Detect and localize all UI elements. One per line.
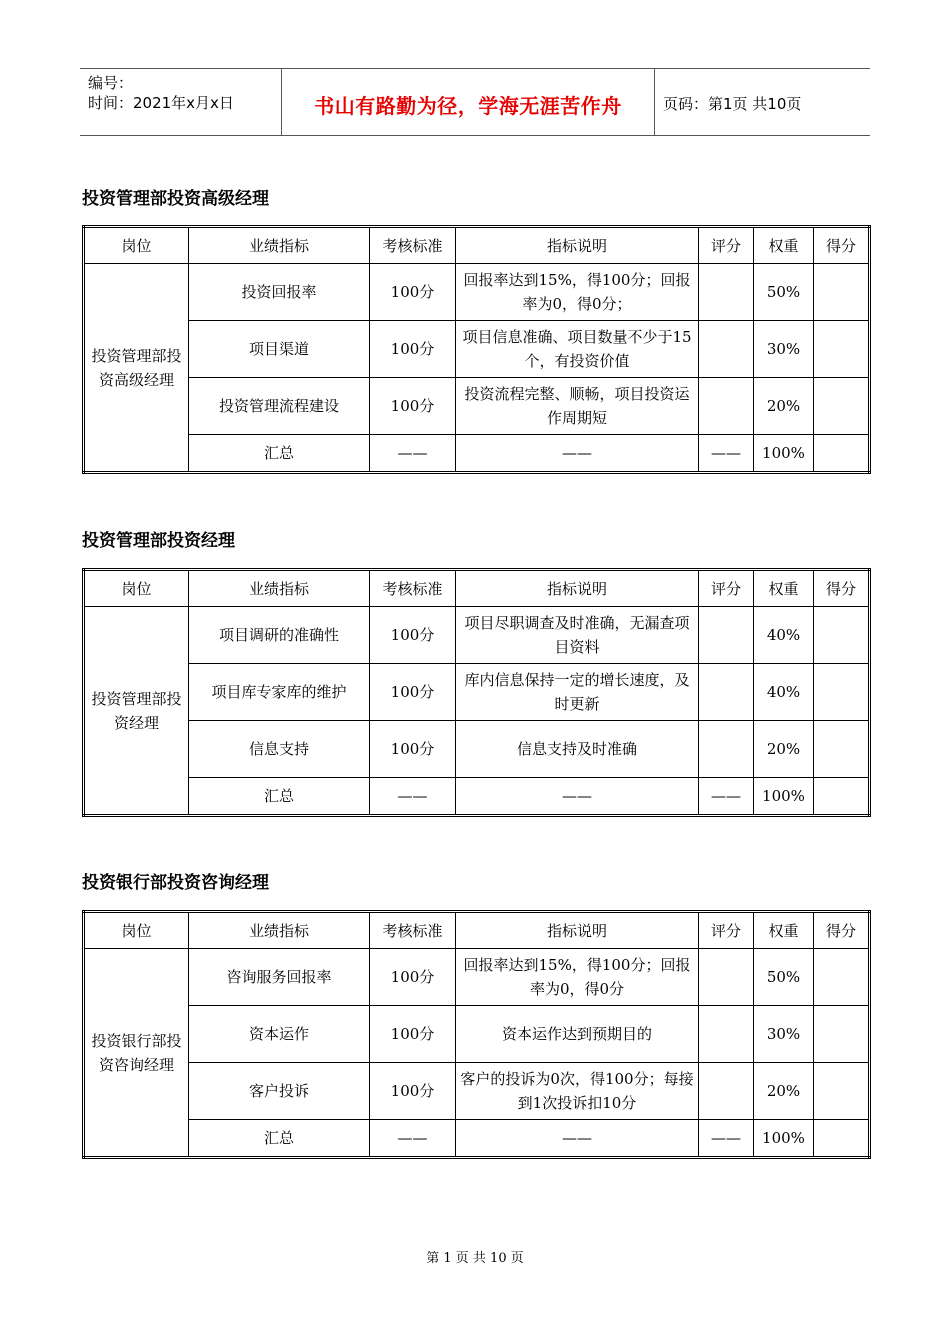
description-cell: 回报率达到15%，得100分；回报率为0，得0分 — [456, 949, 699, 1006]
summary-weight: 100% — [754, 435, 814, 473]
column-header: 指标说明 — [456, 912, 699, 949]
result-cell — [814, 721, 870, 778]
score-cell — [699, 1006, 754, 1063]
position-cell: 投资管理部投资经理 — [84, 607, 189, 816]
summary-label: 汇总 — [189, 778, 370, 816]
summary-description: —— — [456, 1120, 699, 1158]
score-cell — [699, 607, 754, 664]
position-cell: 投资管理部投资高级经理 — [84, 264, 189, 473]
indicator-cell: 咨询服务回报率 — [189, 949, 370, 1006]
score-cell — [699, 264, 754, 321]
result-cell — [814, 378, 870, 435]
score-cell — [699, 949, 754, 1006]
document-header — [80, 68, 870, 136]
table-row — [84, 607, 870, 664]
column-header: 评分 — [699, 912, 754, 949]
indicator-cell: 项目库专家库的维护 — [189, 664, 370, 721]
indicator-cell: 投资管理流程建设 — [189, 378, 370, 435]
summary-standard: —— — [370, 435, 456, 473]
summary-description: —— — [456, 778, 699, 816]
column-header: 评分 — [699, 570, 754, 607]
result-cell — [814, 664, 870, 721]
summary-result — [814, 435, 870, 473]
summary-score: —— — [699, 1120, 754, 1158]
table-row — [84, 1006, 870, 1063]
description-cell: 客户的投诉为0次，得100分；每接到1次投诉扣10分 — [456, 1063, 699, 1120]
score-cell — [699, 321, 754, 378]
summary-label: 汇总 — [189, 435, 370, 473]
description-cell: 项目尽职调查及时准确，无漏查项目资料 — [456, 607, 699, 664]
summary-score: —— — [699, 435, 754, 473]
table-header-row — [84, 570, 870, 607]
column-header: 得分 — [814, 570, 870, 607]
column-header: 考核标准 — [370, 912, 456, 949]
column-header: 业绩指标 — [189, 912, 370, 949]
column-header: 业绩指标 — [189, 227, 370, 264]
column-header: 得分 — [814, 912, 870, 949]
summary-row — [84, 1120, 870, 1158]
indicator-cell: 信息支持 — [189, 721, 370, 778]
result-cell — [814, 949, 870, 1006]
standard-cell: 100分 — [370, 721, 456, 778]
kpi-table — [82, 568, 871, 817]
table-row — [84, 378, 870, 435]
column-header: 权重 — [754, 912, 814, 949]
page-footer: 第 1 页 共 10 页 — [426, 1251, 524, 1266]
standard-cell: 100分 — [370, 264, 456, 321]
table-row — [84, 949, 870, 1006]
weight-cell: 20% — [754, 378, 814, 435]
description-cell: 库内信息保持一定的增长速度，及时更新 — [456, 664, 699, 721]
score-cell — [699, 721, 754, 778]
summary-description: —— — [456, 435, 699, 473]
description-cell: 回报率达到15%，得100分；回报率为0，得0分； — [456, 264, 699, 321]
weight-cell: 20% — [754, 721, 814, 778]
description-cell: 项目信息准确、项目数量不少于15个，有投资价值 — [456, 321, 699, 378]
column-header: 权重 — [754, 570, 814, 607]
weight-cell: 20% — [754, 1063, 814, 1120]
description-cell: 资本运作达到预期目的 — [456, 1006, 699, 1063]
weight-cell: 30% — [754, 1006, 814, 1063]
indicator-cell: 资本运作 — [189, 1006, 370, 1063]
score-cell — [699, 378, 754, 435]
result-cell — [814, 264, 870, 321]
kpi-table — [82, 910, 871, 1159]
column-header: 岗位 — [84, 227, 189, 264]
summary-row — [84, 778, 870, 816]
indicator-cell: 项目渠道 — [189, 321, 370, 378]
table-row — [84, 721, 870, 778]
table-row — [84, 1063, 870, 1120]
column-header: 权重 — [754, 227, 814, 264]
table-header-row — [84, 912, 870, 949]
section-title: 投资管理部投资经理 — [82, 531, 235, 551]
description-cell: 投资流程完整、顺畅，项目投资运作周期短 — [456, 378, 699, 435]
column-header: 得分 — [814, 227, 870, 264]
time-label: 时间：2021年x月x日 — [88, 94, 234, 112]
result-cell — [814, 1063, 870, 1120]
column-header: 指标说明 — [456, 227, 699, 264]
weight-cell: 40% — [754, 607, 814, 664]
column-header: 业绩指标 — [189, 570, 370, 607]
summary-weight: 100% — [754, 1120, 814, 1158]
description-cell: 信息支持及时准确 — [456, 721, 699, 778]
summary-weight: 100% — [754, 778, 814, 816]
section-title: 投资银行部投资咨询经理 — [82, 873, 269, 893]
standard-cell: 100分 — [370, 321, 456, 378]
summary-result — [814, 1120, 870, 1158]
section-title: 投资管理部投资高级经理 — [82, 189, 269, 209]
result-cell — [814, 321, 870, 378]
standard-cell: 100分 — [370, 1006, 456, 1063]
table-row — [84, 664, 870, 721]
column-header: 考核标准 — [370, 227, 456, 264]
weight-cell: 40% — [754, 664, 814, 721]
column-header: 考核标准 — [370, 570, 456, 607]
result-cell — [814, 1006, 870, 1063]
weight-cell: 30% — [754, 321, 814, 378]
standard-cell: 100分 — [370, 949, 456, 1006]
table-header-row — [84, 227, 870, 264]
motto: 书山有路勤为径，学海无涯苦作舟 — [282, 69, 655, 135]
summary-result — [814, 778, 870, 816]
weight-cell: 50% — [754, 264, 814, 321]
weight-cell: 50% — [754, 949, 814, 1006]
column-header: 岗位 — [84, 570, 189, 607]
score-cell — [699, 1063, 754, 1120]
standard-cell: 100分 — [370, 378, 456, 435]
table-row — [84, 264, 870, 321]
summary-score: —— — [699, 778, 754, 816]
column-header: 评分 — [699, 227, 754, 264]
summary-label: 汇总 — [189, 1120, 370, 1158]
page-info: 页码：第1页 共10页 — [663, 94, 802, 113]
number-label: 编号： — [88, 74, 134, 92]
score-cell — [699, 664, 754, 721]
standard-cell: 100分 — [370, 664, 456, 721]
position-cell: 投资银行部投资咨询经理 — [84, 949, 189, 1158]
standard-cell: 100分 — [370, 607, 456, 664]
indicator-cell: 投资回报率 — [189, 264, 370, 321]
result-cell — [814, 607, 870, 664]
summary-standard: —— — [370, 1120, 456, 1158]
column-header: 岗位 — [84, 912, 189, 949]
indicator-cell: 项目调研的准确性 — [189, 607, 370, 664]
standard-cell: 100分 — [370, 1063, 456, 1120]
kpi-table — [82, 225, 871, 474]
summary-standard: —— — [370, 778, 456, 816]
indicator-cell: 客户投诉 — [189, 1063, 370, 1120]
header-meta — [80, 69, 282, 135]
column-header: 指标说明 — [456, 570, 699, 607]
summary-row — [84, 435, 870, 473]
table-row — [84, 321, 870, 378]
